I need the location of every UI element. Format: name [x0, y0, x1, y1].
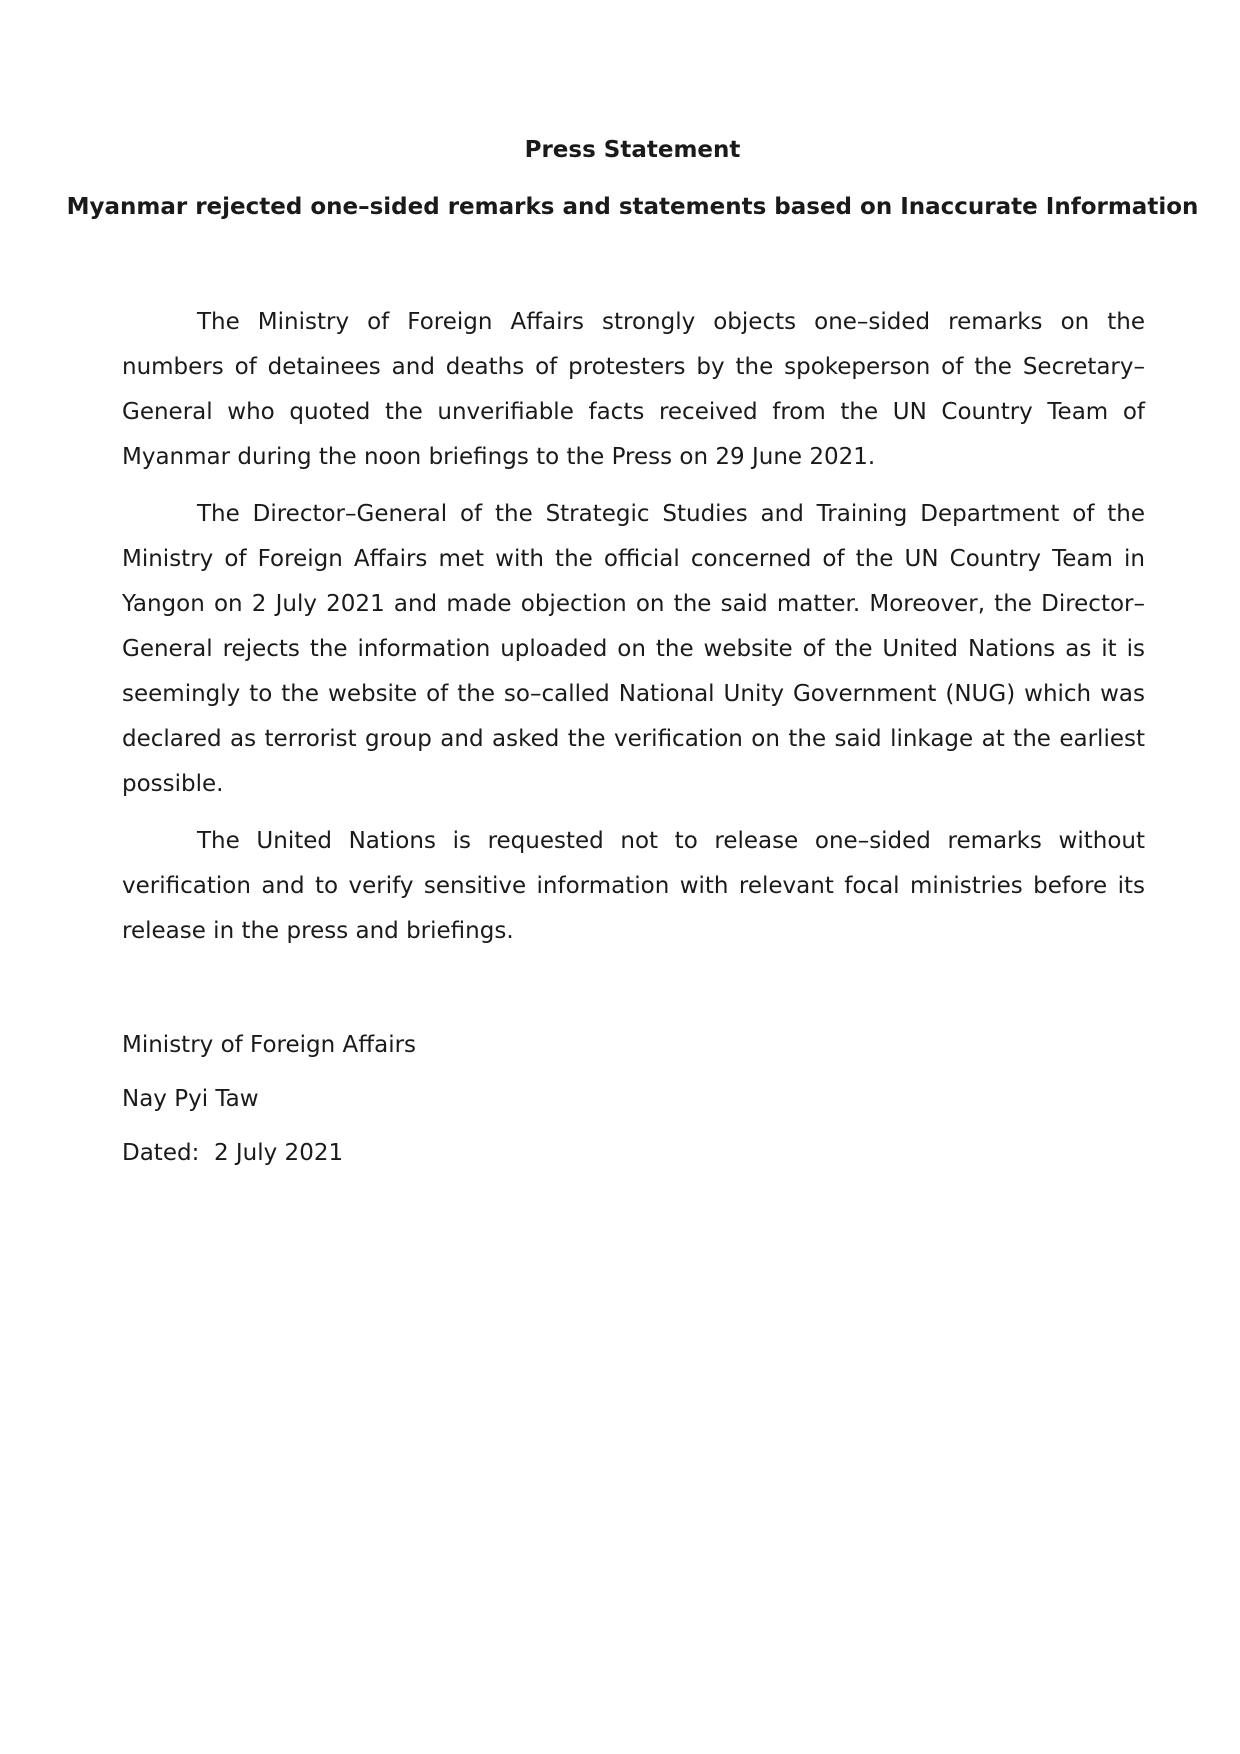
- signature-block: [122, 1018, 722, 1180]
- body-paragraph-2: The Director–General of the Strategic Studies and Training Department of the Ministry of Foreign Affairs met with the official concerned of the UN Country Team in Yangon on 2 July 2021 and made objection on the said matter. Moreover, the Director–General rejects the information uploaded on the website of the United Nations as it is seemingly to the website of the so–called National Unity Government (NUG) which was declared as terrorist group and asked the verification on the said linkage at the earliest possible.: [122, 501, 1145, 797]
- document-body: [122, 300, 1145, 966]
- document-header: [0, 130, 1240, 227]
- body-paragraph-3: The United Nations is requested not to release one–sided remarks without verification and to verify sensitive information with relevant focal ministries before its release in the press and briefings.: [122, 828, 1145, 944]
- issuer-name: Ministry of Foreign Affairs: [122, 1032, 417, 1058]
- issue-date: Dated: 2 July 2021: [122, 1140, 344, 1166]
- issuer-location: Nay Pyi Taw: [122, 1086, 259, 1112]
- body-paragraph-1: The Ministry of Foreign Affairs strongly objects one–sided remarks on the numbers of detainees and deaths of protesters by the spokeperson of the Secretary–General who quoted the unverifiable facts received from the UN Country Team of Myanmar during the noon briefings to the Press on 29 June 2021.: [122, 309, 1145, 470]
- document-headline: Myanmar rejected one–sided remarks and statements based on Inaccurate Information: [66, 194, 1199, 220]
- document-type-label: Press Statement: [524, 137, 741, 163]
